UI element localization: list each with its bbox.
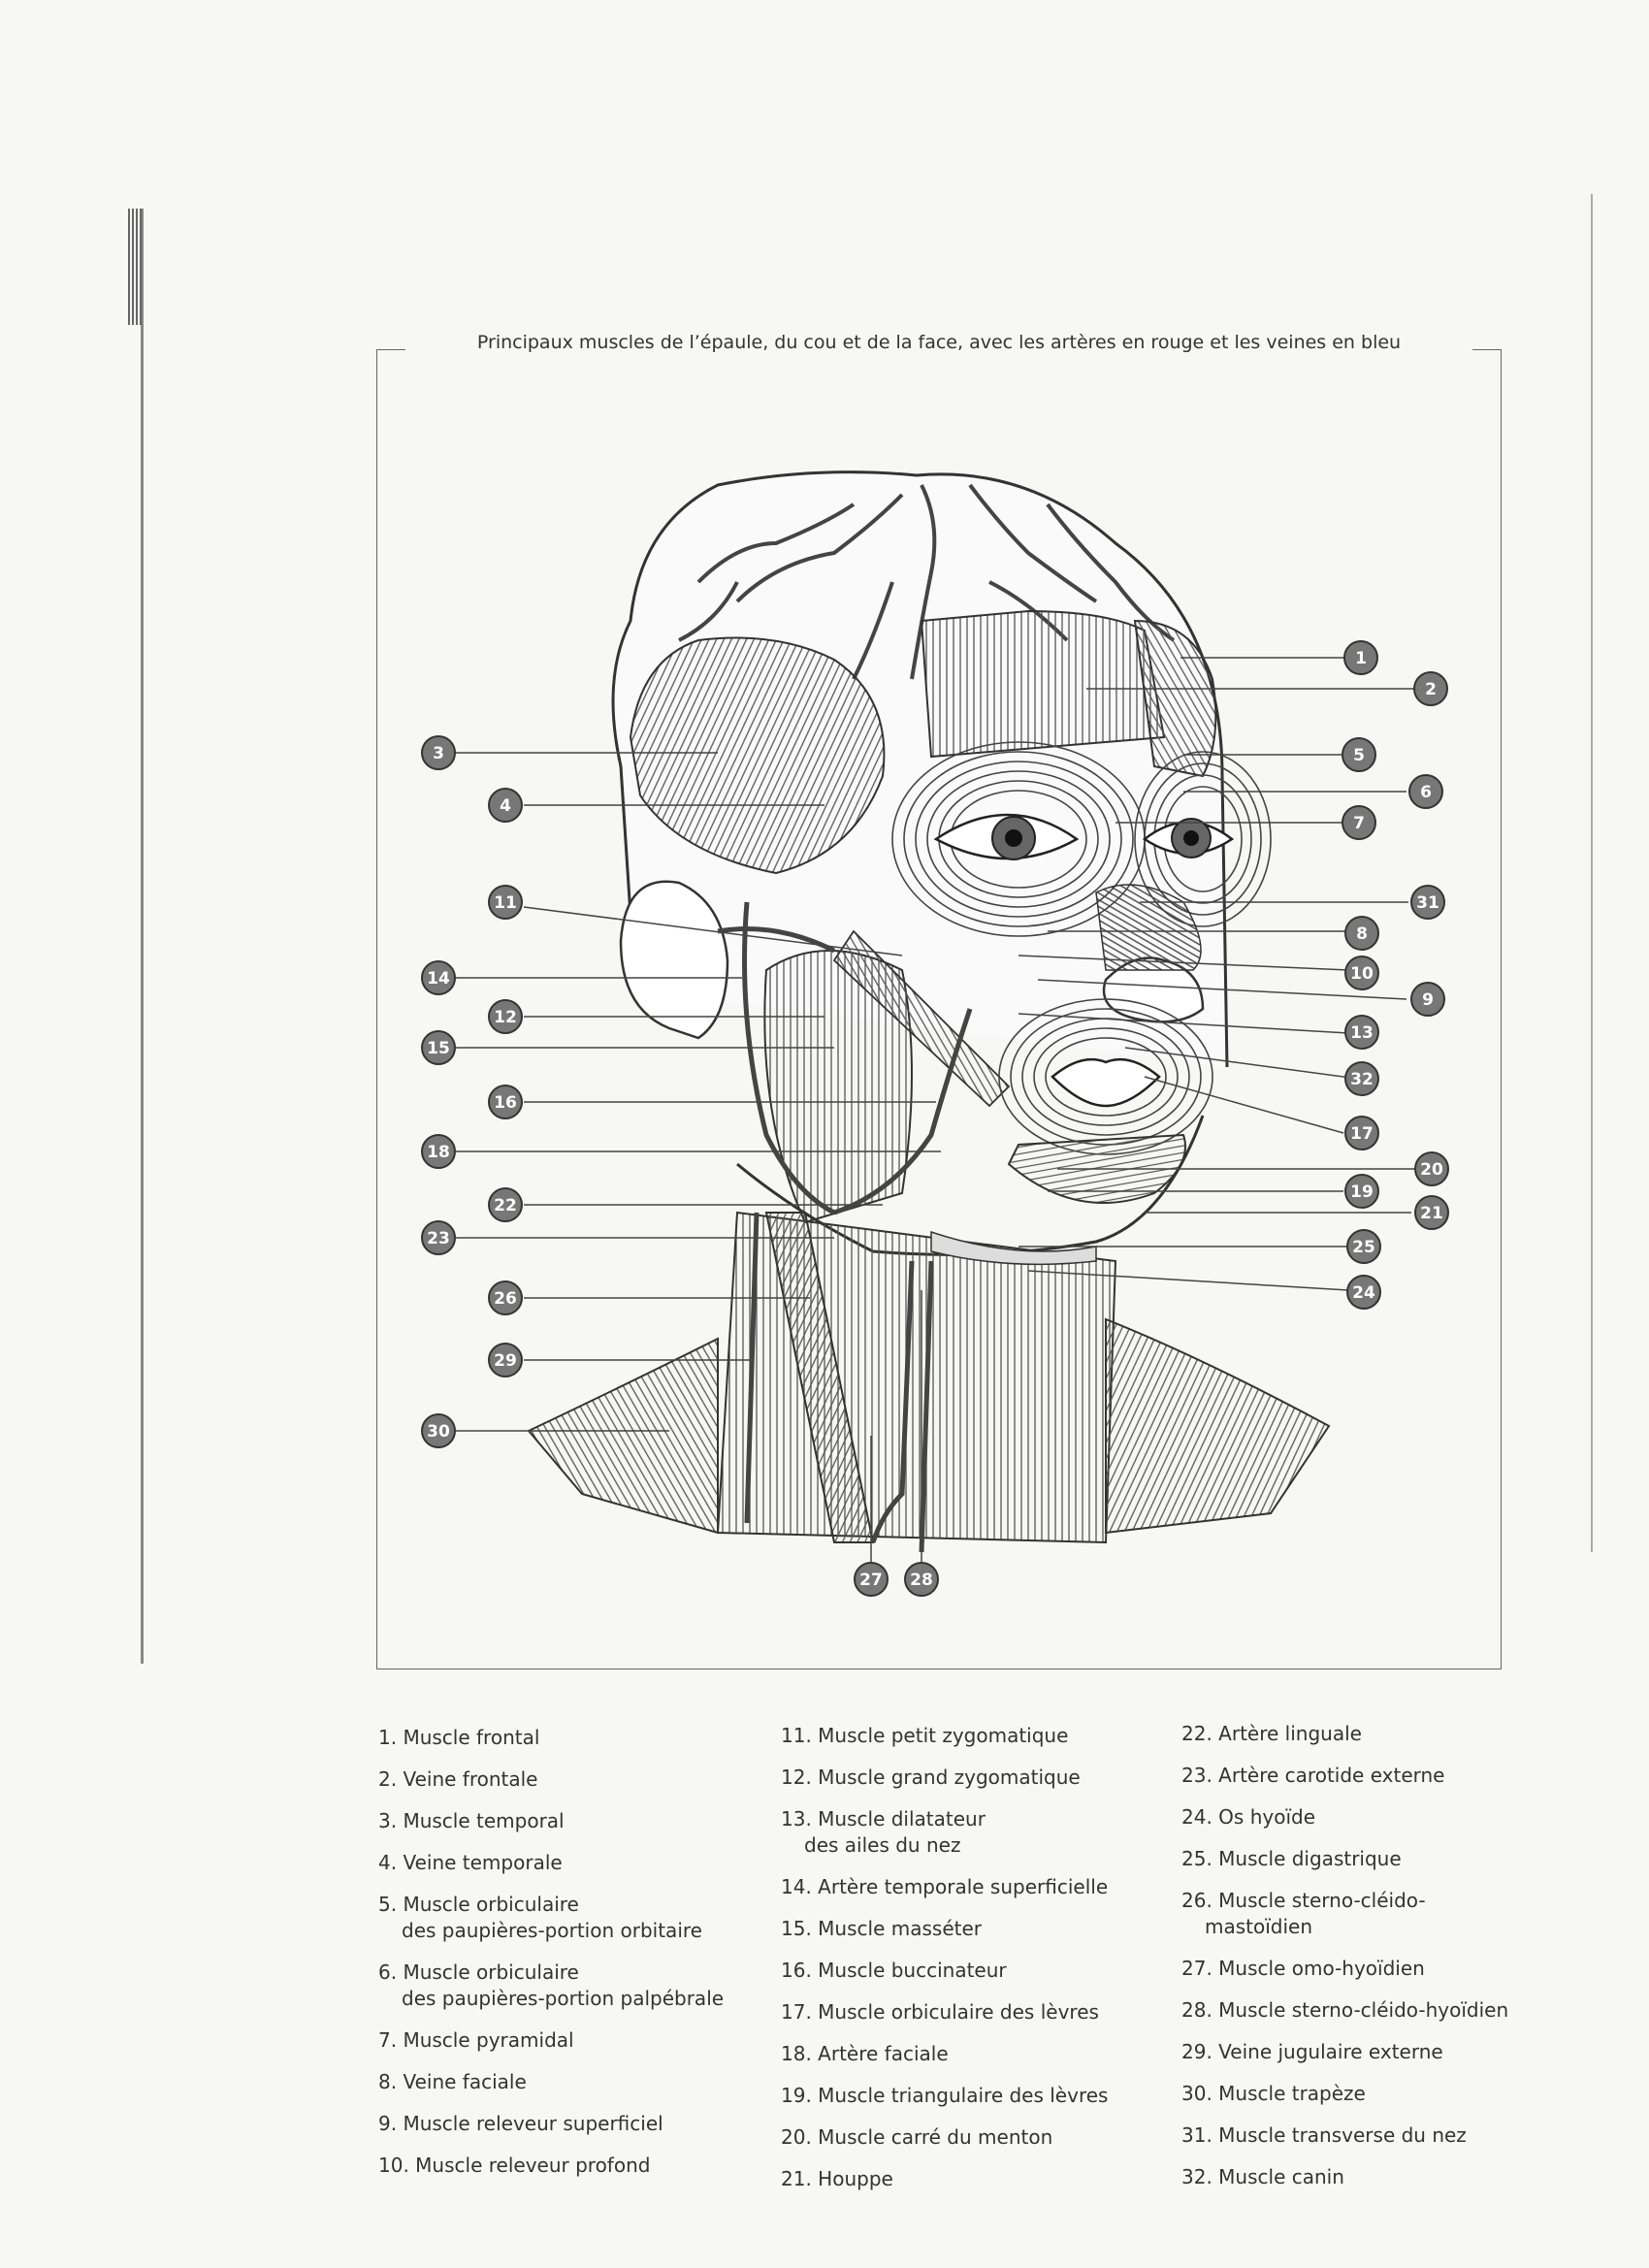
legend-text-cont: mastoïdien bbox=[1205, 1915, 1313, 1938]
legend-item bbox=[1181, 1804, 1569, 1831]
legend-item bbox=[1181, 2081, 1569, 2107]
legend-num: 11. bbox=[781, 1724, 812, 1747]
callout-26 bbox=[489, 1281, 522, 1314]
legend-item bbox=[781, 1765, 1169, 1791]
callout-3-label: 3 bbox=[433, 744, 444, 763]
muscle-frontal bbox=[922, 611, 1164, 757]
callout-10-label: 10 bbox=[1350, 964, 1374, 984]
callout-5-label: 5 bbox=[1353, 746, 1365, 765]
legend-item bbox=[1181, 2039, 1569, 2065]
callout-31 bbox=[1411, 886, 1444, 919]
legend-item bbox=[378, 1766, 766, 1793]
legend-num: 6. bbox=[378, 1960, 398, 1984]
legend-num: 4. bbox=[378, 1851, 398, 1874]
callout-23 bbox=[422, 1221, 455, 1254]
legend-num: 19. bbox=[781, 2084, 812, 2107]
legend-item bbox=[1181, 1846, 1569, 1872]
legend-item bbox=[378, 1808, 766, 1834]
legend-num: 9. bbox=[378, 2112, 398, 2135]
legend-text: Muscle masséter bbox=[818, 1917, 982, 1940]
legend-num: 30. bbox=[1181, 2082, 1212, 2105]
legend-num: 24. bbox=[1181, 1805, 1212, 1829]
legend-text: Veine faciale bbox=[403, 2070, 527, 2093]
callout-22 bbox=[489, 1188, 522, 1221]
legend-text: Muscle releveur superficiel bbox=[403, 2112, 663, 2135]
legend-text: Muscle dilatateur bbox=[818, 1807, 986, 1831]
callout-1 bbox=[1344, 641, 1377, 674]
callout-12-label: 12 bbox=[494, 1008, 517, 1027]
muscle-trapezius-left bbox=[529, 1339, 718, 1533]
figure-title: Principaux muscles de l’épaule, du cou et de la face, avec les artères en rouge et les veines en bleu bbox=[405, 332, 1472, 353]
callout-15 bbox=[422, 1031, 455, 1064]
callout-7-label: 7 bbox=[1353, 814, 1365, 833]
legend-item bbox=[781, 1958, 1169, 1984]
legend-text: Muscle canin bbox=[1218, 2165, 1344, 2188]
legend-num: 2. bbox=[378, 1767, 398, 1791]
callout-4-label: 4 bbox=[500, 796, 511, 816]
legend-text: Artère faciale bbox=[818, 2042, 949, 2065]
legend-num: 10. bbox=[378, 2154, 409, 2177]
callout-27 bbox=[855, 1563, 888, 1596]
legend-text: Muscle sterno-cléido- bbox=[1218, 1889, 1426, 1912]
legend-item bbox=[781, 1916, 1169, 1942]
legend-text: Veine frontale bbox=[403, 1767, 538, 1791]
callout-9-label: 9 bbox=[1422, 990, 1434, 1010]
legend-text: Artère linguale bbox=[1218, 1722, 1362, 1745]
legend-text: Muscle petit zygomatique bbox=[818, 1724, 1069, 1747]
legend-text: Os hyoïde bbox=[1218, 1805, 1315, 1829]
callout-19 bbox=[1345, 1175, 1378, 1208]
callout-32 bbox=[1345, 1062, 1378, 1095]
legend-text: Muscle pyramidal bbox=[403, 2028, 574, 2052]
legend-text-cont: des ailes du nez bbox=[804, 1833, 961, 1857]
legend-item bbox=[781, 2083, 1169, 2109]
legend-text: Muscle temporal bbox=[403, 1809, 565, 1832]
callout-20-label: 20 bbox=[1420, 1160, 1443, 1180]
callout-28-label: 28 bbox=[910, 1571, 933, 1590]
legend-item bbox=[781, 1723, 1169, 1749]
legend-item bbox=[781, 1999, 1169, 2025]
callout-9 bbox=[1411, 983, 1444, 1016]
legend-num: 14. bbox=[781, 1875, 812, 1898]
callout-6-label: 6 bbox=[1420, 783, 1432, 802]
legend-num: 5. bbox=[378, 1893, 398, 1916]
legend-num: 27. bbox=[1181, 1957, 1212, 1980]
legend-item bbox=[1181, 1997, 1569, 2024]
legend-item bbox=[781, 2124, 1169, 2151]
callout-28 bbox=[905, 1563, 938, 1596]
legend-text: Artère carotide externe bbox=[1218, 1764, 1445, 1787]
callout-3 bbox=[422, 736, 455, 769]
legend-num: 32. bbox=[1181, 2165, 1212, 2188]
callout-1-label: 1 bbox=[1355, 649, 1367, 668]
legend-num: 17. bbox=[781, 2000, 812, 2024]
callout-19-label: 19 bbox=[1350, 1183, 1374, 1202]
callout-26-label: 26 bbox=[494, 1289, 517, 1309]
legend-num: 29. bbox=[1181, 2040, 1212, 2063]
callout-6 bbox=[1409, 775, 1442, 808]
legend-col-2 bbox=[781, 1723, 1169, 2208]
legend-item bbox=[378, 2069, 766, 2095]
lips bbox=[1052, 1059, 1159, 1106]
callout-4 bbox=[489, 789, 522, 822]
callout-17-label: 17 bbox=[1350, 1124, 1374, 1144]
muscle-trapezius-right bbox=[1106, 1319, 1329, 1533]
legend-item bbox=[378, 1960, 766, 2012]
callout-21-label: 21 bbox=[1420, 1204, 1443, 1223]
legend-num: 13. bbox=[781, 1807, 812, 1831]
legend-col-1 bbox=[378, 1725, 766, 2194]
callout-23-label: 23 bbox=[427, 1229, 450, 1248]
legend-num: 31. bbox=[1181, 2123, 1212, 2147]
legend-text: Houppe bbox=[818, 2167, 893, 2190]
legend-text: Muscle triangulaire des lèvres bbox=[818, 2084, 1109, 2107]
legend-text: Muscle buccinateur bbox=[818, 1959, 1007, 1982]
legend-item bbox=[378, 1892, 766, 1944]
callout-30 bbox=[422, 1414, 455, 1447]
callout-32-label: 32 bbox=[1350, 1070, 1374, 1089]
legend-num: 23. bbox=[1181, 1764, 1212, 1787]
callout-12 bbox=[489, 1000, 522, 1033]
legend-item bbox=[1181, 1721, 1569, 1747]
legend-item bbox=[1181, 2164, 1569, 2190]
callout-14 bbox=[422, 961, 455, 994]
legend-text-cont: des paupières-portion palpébrale bbox=[402, 1987, 725, 2010]
callout-10 bbox=[1345, 956, 1378, 989]
legend-text: Muscle frontal bbox=[403, 1726, 540, 1749]
legend-text: Muscle orbiculaire bbox=[403, 1893, 579, 1916]
callout-8 bbox=[1345, 917, 1378, 950]
legend-item bbox=[781, 1806, 1169, 1859]
callout-22-label: 22 bbox=[494, 1196, 517, 1215]
callout-30-label: 30 bbox=[427, 1422, 450, 1442]
legend-text: Muscle orbiculaire bbox=[403, 1960, 579, 1984]
legend-item bbox=[1181, 1888, 1569, 1940]
callout-5 bbox=[1342, 738, 1375, 771]
legend-num: 18. bbox=[781, 2042, 812, 2065]
legend-num: 3. bbox=[378, 1809, 398, 1832]
callout-7 bbox=[1342, 806, 1375, 839]
legend-text: Muscle carré du menton bbox=[818, 2125, 1053, 2149]
legend-num: 25. bbox=[1181, 1847, 1212, 1870]
callout-16 bbox=[489, 1085, 522, 1118]
callout-27-label: 27 bbox=[859, 1571, 883, 1590]
callout-25 bbox=[1347, 1230, 1380, 1263]
legend-num: 12. bbox=[781, 1766, 812, 1789]
callout-17 bbox=[1345, 1117, 1378, 1150]
callout-18 bbox=[422, 1135, 455, 1168]
callout-13 bbox=[1345, 1016, 1378, 1049]
callout-11 bbox=[489, 886, 522, 919]
legend-num: 26. bbox=[1181, 1889, 1212, 1912]
legend-num: 20. bbox=[781, 2125, 812, 2149]
legend-item bbox=[378, 2153, 766, 2179]
callout-18-label: 18 bbox=[427, 1143, 450, 1162]
callout-14-label: 14 bbox=[427, 969, 450, 988]
legend-num: 15. bbox=[781, 1917, 812, 1940]
callout-21 bbox=[1415, 1196, 1448, 1229]
legend-item bbox=[378, 2027, 766, 2054]
callout-24-label: 24 bbox=[1352, 1283, 1375, 1303]
legend-text: Muscle transverse du nez bbox=[1218, 2123, 1467, 2147]
legend-text: Muscle sterno-cléido-hyoïdien bbox=[1218, 1998, 1509, 2022]
legend-col-3 bbox=[1181, 1721, 1569, 2206]
callout-20 bbox=[1415, 1152, 1448, 1185]
callout-31-label: 31 bbox=[1416, 893, 1439, 913]
legend-text: Veine temporale bbox=[403, 1851, 563, 1874]
callout-29-label: 29 bbox=[494, 1351, 517, 1371]
legend-num: 22. bbox=[1181, 1722, 1212, 1745]
callout-24 bbox=[1347, 1276, 1380, 1309]
callout-2-label: 2 bbox=[1425, 680, 1437, 699]
legend-num: 7. bbox=[378, 2028, 398, 2052]
legend-text: Muscle omo-hyoïdien bbox=[1218, 1957, 1425, 1980]
legend-item bbox=[1181, 2122, 1569, 2149]
legend-num: 8. bbox=[378, 2070, 398, 2093]
legend-text-cont: des paupières-portion orbitaire bbox=[402, 1919, 702, 1942]
legend-text: Veine jugulaire externe bbox=[1218, 2040, 1443, 2063]
callout-16-label: 16 bbox=[494, 1093, 517, 1113]
legend-text: Muscle orbiculaire des lèvres bbox=[818, 2000, 1099, 2024]
legend-item bbox=[378, 1725, 766, 1751]
legend-num: 1. bbox=[378, 1726, 398, 1749]
legend-text: Muscle digastrique bbox=[1218, 1847, 1402, 1870]
legend-num: 28. bbox=[1181, 1998, 1212, 2022]
callout-2 bbox=[1414, 672, 1447, 705]
legend-item bbox=[1181, 1956, 1569, 1982]
legend-text: Muscle trapèze bbox=[1218, 2082, 1366, 2105]
callout-13-label: 13 bbox=[1350, 1023, 1374, 1043]
legend-item bbox=[781, 2166, 1169, 2192]
legend-item bbox=[781, 2041, 1169, 2067]
legend-text: Muscle releveur profond bbox=[415, 2154, 651, 2177]
legend-item bbox=[378, 2111, 766, 2137]
legend-item bbox=[1181, 1763, 1569, 1789]
callout-8-label: 8 bbox=[1356, 924, 1368, 944]
legend-num: 21. bbox=[781, 2167, 812, 2190]
callout-11-label: 11 bbox=[494, 893, 517, 913]
legend-num: 16. bbox=[781, 1959, 812, 1982]
callout-29 bbox=[489, 1344, 522, 1377]
callout-15-label: 15 bbox=[427, 1039, 450, 1058]
legend-item bbox=[378, 1850, 766, 1876]
legend-item bbox=[781, 1874, 1169, 1900]
legend-text: Muscle grand zygomatique bbox=[818, 1766, 1081, 1789]
legend-text: Artère temporale superficielle bbox=[818, 1875, 1109, 1898]
callout-25-label: 25 bbox=[1352, 1238, 1375, 1257]
